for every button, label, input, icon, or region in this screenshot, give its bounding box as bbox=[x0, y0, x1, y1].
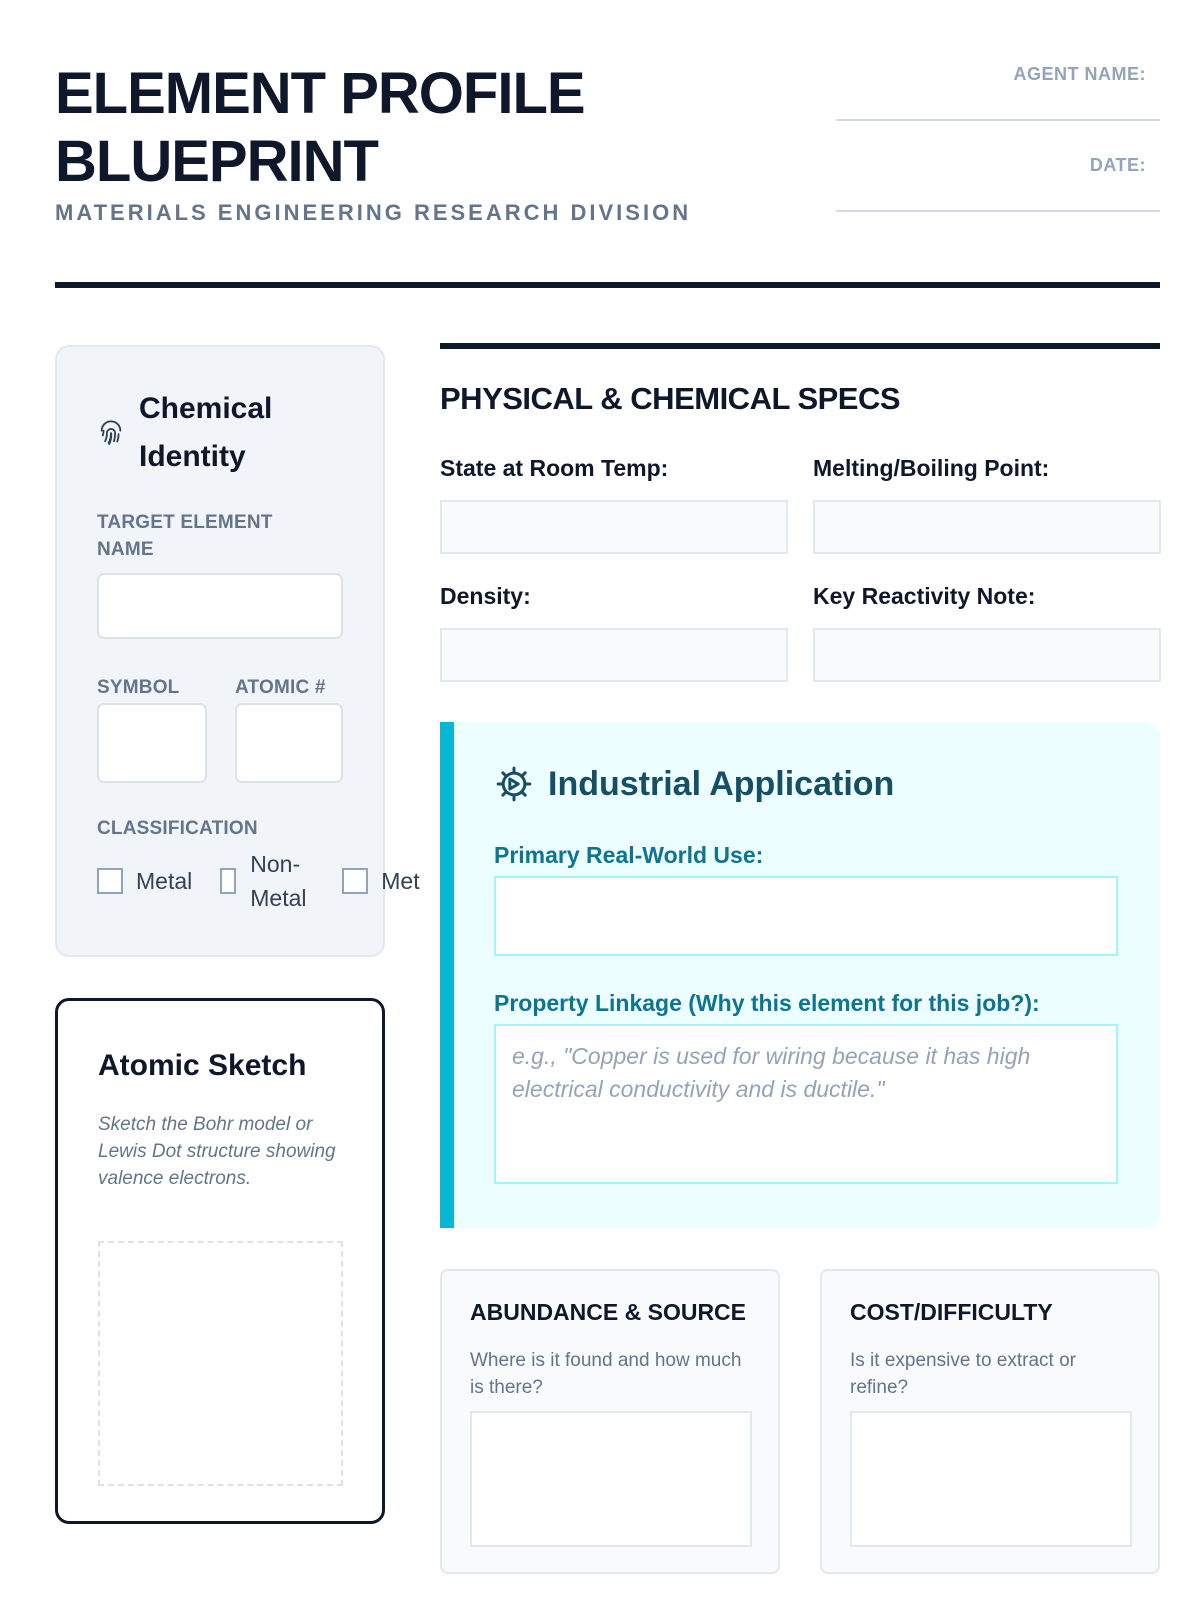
sketch-instructions: Sketch the Bohr model or Lewis Dot structure showing valence electrons. bbox=[98, 1114, 336, 1189]
cost-input[interactable] bbox=[850, 1411, 1132, 1547]
date-field[interactable] bbox=[836, 210, 1160, 212]
symbol-input[interactable] bbox=[97, 703, 207, 783]
target-element-input[interactable] bbox=[97, 573, 343, 639]
atomic-number-label: ATOMIC # bbox=[235, 677, 326, 698]
metalloid-option-label: Met bbox=[381, 867, 420, 894]
primary-use-label: Primary Real-World Use: bbox=[494, 842, 764, 868]
melting-boiling-label: Melting/Boiling Point: bbox=[813, 455, 1050, 481]
atomic-sketch-card bbox=[55, 998, 385, 1524]
page-title: ELEMENT PROFILE BLUEPRINT bbox=[55, 61, 585, 194]
specs-title: PHYSICAL & CHEMICAL SPECS bbox=[440, 381, 901, 416]
page-subtitle: MATERIALS ENGINEERING RESEARCH DIVISION bbox=[55, 200, 692, 225]
property-linkage-placeholder: e.g., "Copper is used for wiring because it has high electrical conductivity and is ductile." bbox=[512, 1043, 1031, 1102]
melting-boiling-input[interactable] bbox=[813, 500, 1161, 554]
cost-title: COST/DIFFICULTY bbox=[850, 1299, 1053, 1325]
non-metal-option-label: Non-Metal bbox=[250, 851, 307, 911]
abundance-card bbox=[440, 1269, 780, 1574]
reactivity-input[interactable] bbox=[813, 628, 1161, 682]
target-element-label: TARGET ELEMENT NAME bbox=[97, 512, 273, 560]
application-title: Industrial Application bbox=[548, 764, 895, 803]
abundance-title: ABUNDANCE & SOURCE bbox=[470, 1299, 747, 1325]
classification-options bbox=[97, 847, 420, 915]
density-input[interactable] bbox=[440, 628, 788, 682]
header-divider bbox=[55, 282, 1160, 288]
identity-header bbox=[97, 385, 299, 481]
fingerprint-icon bbox=[97, 419, 125, 447]
symbol-label: SYMBOL bbox=[97, 677, 180, 698]
metal-option-label: Metal bbox=[136, 867, 193, 894]
identity-title: Chemical Identity bbox=[139, 392, 273, 473]
metalloid-checkbox[interactable] bbox=[342, 868, 368, 894]
sketch-title: Atomic Sketch bbox=[98, 1049, 307, 1082]
industrial-application-card bbox=[440, 722, 1160, 1228]
state-input[interactable] bbox=[440, 500, 788, 554]
sketch-drawing-area[interactable] bbox=[98, 1241, 343, 1486]
metal-checkbox[interactable] bbox=[97, 868, 123, 894]
non-metal-checkbox[interactable] bbox=[220, 868, 236, 894]
page-header bbox=[55, 60, 1160, 290]
agent-name-label: AGENT NAME: bbox=[1013, 64, 1146, 84]
property-linkage-label: Property Linkage (Why this element for this job?): bbox=[494, 990, 1040, 1016]
primary-use-input[interactable] bbox=[494, 876, 1118, 956]
density-label: Density: bbox=[440, 583, 531, 609]
classification-label: CLASSIFICATION bbox=[97, 818, 258, 839]
specs-divider bbox=[440, 343, 1160, 349]
date-label: DATE: bbox=[1089, 155, 1146, 175]
meta-fields bbox=[836, 64, 1160, 212]
state-label: State at Room Temp: bbox=[440, 455, 669, 481]
application-header bbox=[494, 764, 894, 804]
gear-icon bbox=[494, 764, 534, 804]
abundance-note: Where is it found and how much is there? bbox=[470, 1350, 742, 1398]
chemical-identity-card bbox=[55, 345, 420, 957]
cost-card bbox=[820, 1269, 1160, 1574]
atomic-number-input[interactable] bbox=[235, 703, 343, 783]
abundance-input[interactable] bbox=[470, 1411, 752, 1547]
reactivity-label: Key Reactivity Note: bbox=[813, 583, 1036, 609]
property-linkage-textarea[interactable] bbox=[494, 1024, 1118, 1184]
cost-note: Is it expensive to extract or refine? bbox=[850, 1350, 1076, 1398]
